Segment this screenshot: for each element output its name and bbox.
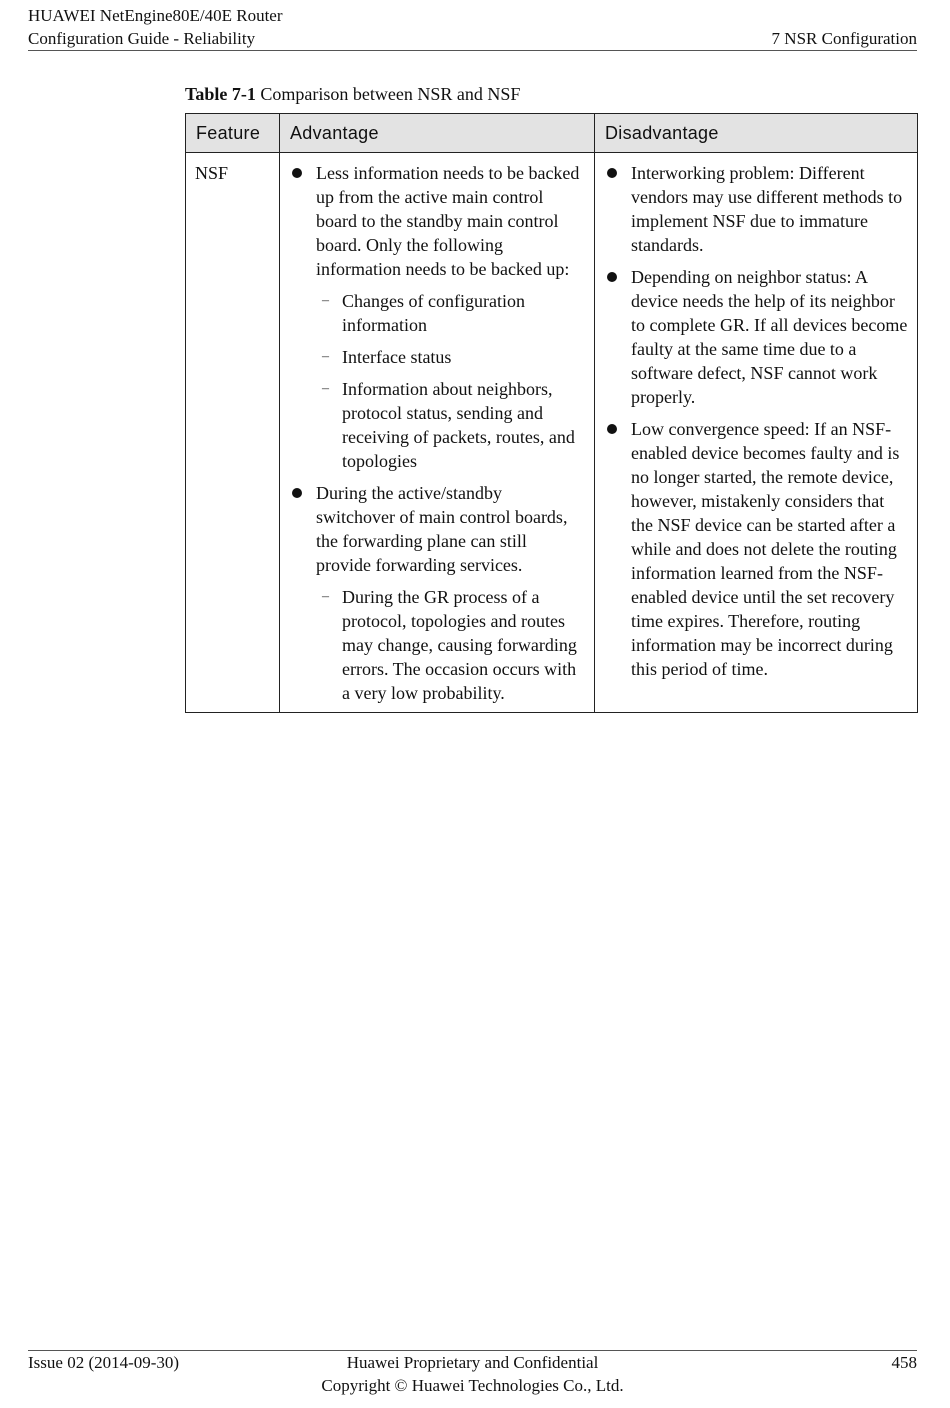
header-product: HUAWEI NetEngine80E/40E Router	[28, 6, 283, 25]
sub-list-item	[316, 377, 585, 473]
sub-list-item-text: Changes of configuration information	[342, 291, 525, 335]
advantage-list	[289, 161, 585, 705]
sub-list-item-text: During the GR process of a protocol, topologies and routes may change, causing forwarding errors. The occasion occurs with a very low probability.	[342, 587, 577, 703]
list-item-text: Depending on neighbor status: A device needs the help of its neighbor to complete GR. If all devices become faulty at the same time due to a software defect, NSF cannot work properly.	[631, 267, 908, 407]
header-guide: Configuration Guide - Reliability	[28, 29, 256, 48]
sub-list	[316, 289, 585, 473]
dash-icon: –	[322, 293, 329, 308]
bullet-icon	[607, 424, 617, 434]
sub-list-item	[316, 289, 585, 337]
list-item-text: During the active/standby switchover of main control boards, the forwarding plane can still provide forwarding services.	[316, 483, 568, 575]
column-header-feature: Feature	[186, 114, 280, 153]
dash-icon: –	[322, 349, 329, 364]
bullet-icon	[607, 168, 617, 178]
column-header-advantage: Advantage	[280, 114, 595, 153]
list-item	[604, 417, 908, 681]
bullet-icon	[607, 272, 617, 282]
sub-list-item	[316, 585, 585, 705]
advantage-cell	[280, 153, 595, 713]
column-header-disadvantage: Disadvantage	[595, 114, 918, 153]
comparison-table	[185, 113, 918, 713]
list-item-text: Low convergence speed: If an NSF-enabled device becomes faulty and is no longer started, the remote device, however, mistakenly considers that the NSF device can be started after a while and does not delete the routing information learned from the NSF-enabled device until the set recovery time expires. Therefore, routing information may be incorrect during this period of time.	[631, 419, 900, 679]
table-caption-label: Table 7-1	[185, 84, 256, 104]
table-caption-title: Comparison between NSR and NSF	[255, 84, 521, 104]
footer-issue: Issue 02 (2014-09-30)	[28, 1353, 180, 1372]
sub-list-item-text: Information about neighbors, protocol status, sending and receiving of packets, routes, and topologies	[342, 379, 575, 471]
list-item-text: Interworking problem: Different vendors may use different methods to implement NSF due to immature standards.	[631, 163, 903, 255]
sub-list	[316, 585, 585, 705]
list-item	[289, 161, 585, 473]
sub-list-item-text: Interface status	[342, 347, 452, 367]
list-item	[604, 265, 908, 409]
sub-list-item	[316, 345, 585, 369]
page-header	[28, 4, 917, 51]
header-line-2	[28, 27, 917, 50]
bullet-icon	[292, 168, 302, 178]
page-footer	[28, 1350, 917, 1397]
disadvantage-cell	[595, 153, 918, 713]
dash-icon: –	[322, 381, 329, 396]
footer-copyright: Copyright © Huawei Technologies Co., Ltd.	[321, 1376, 624, 1395]
table-caption	[185, 82, 520, 106]
bullet-icon	[292, 488, 302, 498]
footer-confidential: Huawei Proprietary and Confidential	[346, 1353, 599, 1372]
list-item	[604, 161, 908, 257]
table-row	[186, 153, 918, 713]
header-chapter: 7 NSR Configuration	[771, 29, 917, 48]
footer-page-number: 458	[891, 1353, 917, 1372]
dash-icon: –	[322, 589, 329, 604]
disadvantage-list	[604, 161, 908, 681]
list-item-text: Less information needs to be backed up from the active main control board to the standby main control board. Only the following information needs to be backed up:	[316, 163, 580, 279]
list-item	[289, 481, 585, 705]
feature-cell: NSF	[186, 153, 280, 713]
table-header-row	[186, 114, 918, 153]
